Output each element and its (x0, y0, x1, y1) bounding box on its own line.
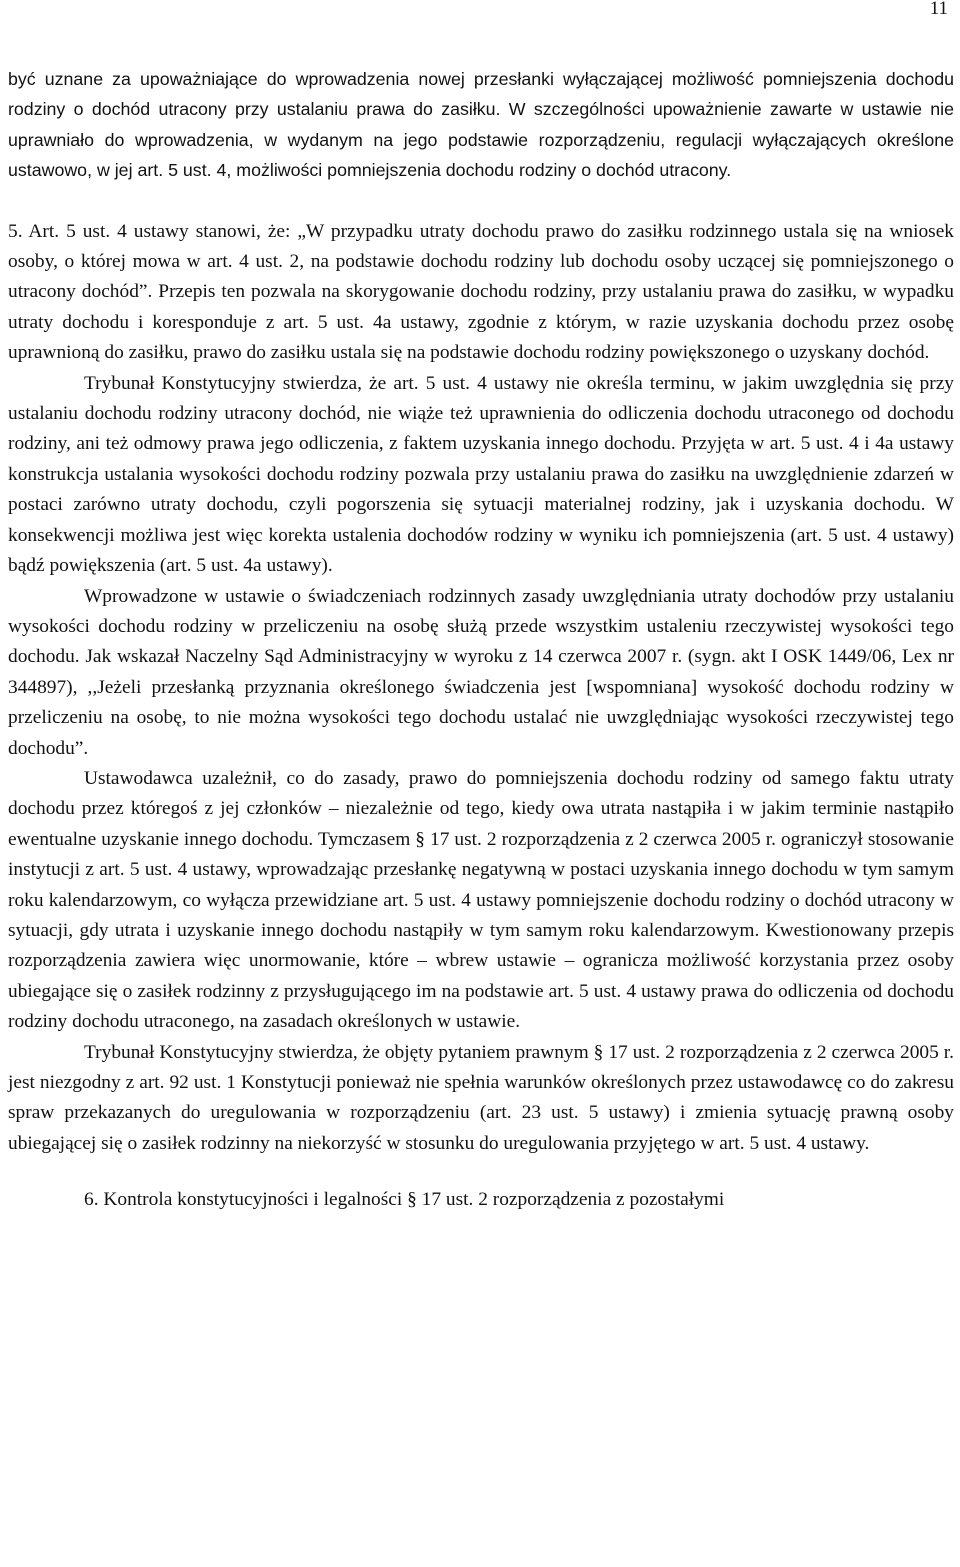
body-text (8, 64, 954, 1216)
paragraph-5: Ustawodawca uzależnił, co do zasady, prawo do pomniejszenia dochodu rodziny od samego faktu utraty dochodu przez któregoś z jej członków – niezależnie od tego, kiedy owa utrata nastąpiła i w jakim terminie nastąpiło ewentualne uzyskanie innego dochodu. Tymczasem § 17 ust. 2 rozporządzenia z 2 czerwca 2005 r. ograniczył stosowanie instytucji z art. 5 ust. 4 ustawy, wprowadzając przesłankę negatywną w postaci uzyskania innego dochodu w tym samym roku kalendarzowym, co wyłącza przewidziane art. 5 ust. 4 ustawy pomniejszenie dochodu rodziny o dochód utracony w sytuacji, gdy utrata i uzyskanie innego dochodu nastąpiły w tym samym roku kalendarzowym. Kwestionowany przepis rozporządzenia zawiera więc unormowanie, które – wbrew ustawie – ogranicza możliwość korzystania przez osoby ubiegające się o zasiłek rodzinny z przysługującego im na podstawie art. 5 ust. 4 ustawy prawa do odliczenia od dochodu rodziny dochodu utraconego, na zasadach określonych w ustawie. (8, 767, 954, 1033)
paragraph-4: Wprowadzone w ustawie o świadczeniach rodzinnych zasady uwzględniania utraty dochodów przy ustalaniu wysokości dochodu rodziny w przeliczeniu na osobę służą przede wszystkim ustaleniu rzeczywistej wysokości tego dochodu. Jak wskazał Naczelny Sąd Administracyjny w wyroku z 14 czerwca 2007 r. (sygn. akt I OSK 1449/06, Lex nr 344897), ,,Jeżeli przesłanką przyznania określonego świadczenia jest [wspomniana] wysokość dochodu rodziny w przeliczeniu na osobę, to nie można wysokości tego dochodu ustalać nie uwzględniając wysokości rzeczywistej tego dochodu”. (8, 585, 954, 759)
paragraph-6: Trybunał Konstytucyjny stwierdza, że objęty pytaniem prawnym § 17 ust. 2 rozporządzenia z 2 czerwca 2005 r. jest niezgodny z art. 92 ust. 1 Konstytucji ponieważ nie spełnia warunków określonych przez ustawodawcę co do zakresu spraw przekazanych do uregulowania w rozporządzeniu (art. 23 ust. 5 ustawy) i zmienia sytuację prawną osoby ubiegającej się o zasiłek rodzinny na niekorzyść w stosunku do uregulowania przyjętego w art. 5 ust. 4 ustawy. (8, 1041, 954, 1154)
paragraph-3: Trybunał Konstytucyjny stwierdza, że art. 5 ust. 4 ustawy nie określa terminu, w jakim uwzględnia się przy ustalaniu dochodu rodziny utracony dochód, nie wiąże też uprawnienia do odliczenia dochodu utraconego od dochodu rodziny, ani też odmowy prawa jego odliczenia, z faktem uzyskania innego dochodu. Przyjęta w art. 5 ust. 4 i 4a ustawy konstrukcja ustalania wysokości dochodu rodziny pozwala przy ustalaniu prawa do zasiłku na uwzględnienie zdarzeń w postaci zarówno utraty dochodu, czyli pogorszenia się sytuacji materialnej rodziny, jak i uzyskania dochodu. W konsekwencji możliwa jest więc korekta ustalenia dochodów rodziny w wyniku ich pomniejszenia (art. 5 ust. 4 ustawy) bądź powiększenia (art. 5 ust. 4a ustawy). (8, 372, 954, 577)
section-heading: 6. Kontrola konstytucyjności i legalności § 17 ust. 2 rozporządzenia z pozostałymi (84, 1189, 725, 1211)
paragraph-2: 5. Art. 5 ust. 4 ustawy stanowi, że: „W przypadku utraty dochodu prawo do zasiłku rodzinnego ustala się na wniosek osoby, o której mowa w art. 4 ust. 2, na podstawie dochodu rodziny lub dochodu osoby uczącej się pomniejszonego o utracony dochód”. Przepis ten pozwala na skorygowanie dochodu rodziny, przy ustalaniu prawa do zasiłku, w wypadku utraty dochodu i koresponduje z art. 5 ust. 4a ustawy, zgodnie z którym, w razie uzyskania dochodu przez osobę uprawnioną do zasiłku, prawo do zasiłku ustala się na podstawie dochodu rodziny powiększonego o uzyskany dochód. (8, 220, 954, 364)
page-number: 11 (929, 0, 948, 19)
paragraph-1: być uznane za upoważniające do wprowadzenia nowej przesłanki wyłączającej możliwość pomniejszenia dochodu rodziny o dochód utracony przy ustalaniu prawa do zasiłku. W szczególności upoważnienie zawarte w ustawie nie uprawniało do wprowadzenia, w wydanym na jego podstawie rozporządzeniu, regulacji wyłączających określone ustawowo, w jej art. 5 ust. 4, możliwości pomniejszenia dochodu rodziny o dochód utracony. (8, 69, 954, 181)
